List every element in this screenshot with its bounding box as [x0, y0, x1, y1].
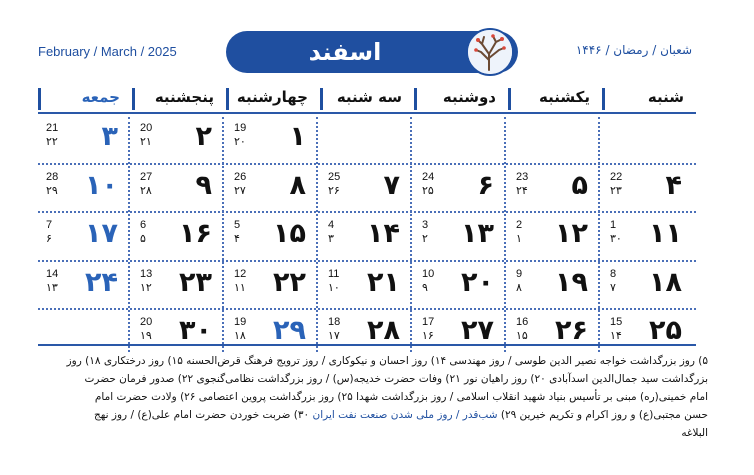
gregorian-day-number: 3: [422, 219, 429, 231]
hijri-day-number: ۱۴: [610, 329, 622, 342]
gregorian-day-number: 8: [610, 267, 617, 280]
gregorian-day-number: 6: [140, 219, 147, 231]
persian-day-number: ۷: [383, 169, 400, 201]
day-cell[interactable]: [132, 117, 226, 165]
persian-day-number: ۲: [195, 121, 212, 152]
column-divider: [598, 117, 600, 352]
gregorian-day-number: 21: [46, 122, 59, 134]
hijri-day-number: ۱۳: [46, 280, 58, 294]
column-divider: [128, 117, 130, 352]
month-title: اسفند: [308, 38, 382, 66]
gregorian-day-number: 18: [328, 316, 341, 328]
header-rule: [38, 112, 696, 114]
gregorian-day-number: 14: [46, 267, 59, 280]
persian-day-number: ۱۹: [555, 266, 588, 298]
hijri-day-number: ۲: [422, 232, 428, 245]
day-cell[interactable]: [508, 166, 602, 214]
gregorian-day-number: 22: [610, 170, 623, 183]
gregorian-day-number: 19: [234, 316, 247, 328]
gregorian-day-number: 23: [516, 170, 529, 183]
gregorian-day-number: 28: [46, 170, 59, 183]
gregorian-day-number: 12: [234, 267, 247, 280]
hijri-months: شعبان / رمضان / ۱۴۴۶: [575, 43, 692, 57]
day-cell[interactable]: [38, 117, 132, 165]
hijri-day-number: ۱۸: [234, 329, 246, 342]
hijri-day-number: ۲۵: [422, 183, 434, 197]
note-line: [36, 406, 708, 424]
hijri-day-number: ۲۱: [140, 135, 152, 148]
gregorian-day-number: 27: [140, 170, 153, 183]
hijri-day-number: ۱: [516, 232, 522, 245]
day-cell[interactable]: [38, 214, 132, 262]
persian-day-number: ۱: [289, 121, 306, 152]
hijri-day-number: ۱۵: [516, 329, 528, 342]
day-cell[interactable]: [414, 214, 508, 262]
hijri-day-number: ۱۲: [140, 280, 152, 294]
day-cell[interactable]: [132, 263, 226, 311]
persian-day-number: ۱۰: [85, 169, 118, 201]
note-line: بزرگداشت سید جمال‌الدین اسدآبادی ۲۰) روز راهیان نور ۲۱) وفات حضرت خدیجه(س) / روز بزرگداشت نظامی‌گنجوی ۲۲) صدور فرمان حضرت: [84, 373, 708, 385]
gregorian-day-number: 16: [516, 316, 529, 328]
day-cell[interactable]: [414, 263, 508, 311]
column-divider: [504, 117, 506, 352]
gregorian-day-number: 1: [610, 219, 617, 231]
day-cell[interactable]: [508, 214, 602, 262]
note-line: البلاغه: [681, 427, 708, 439]
day-cell[interactable]: [602, 214, 696, 262]
persian-day-number: ۸: [289, 169, 306, 201]
hijri-day-number: ۱۹: [140, 329, 152, 342]
hijri-day-number: ۸: [516, 280, 522, 294]
gregorian-day-number: 4: [328, 219, 335, 231]
persian-day-number: ۱۱: [649, 218, 682, 249]
day-cell[interactable]: [226, 214, 320, 262]
hijri-day-number: ۲۳: [610, 183, 622, 197]
weekday-label: شنبه: [602, 88, 696, 110]
day-cell[interactable]: [132, 214, 226, 262]
persian-day-number: ۲۴: [85, 266, 118, 298]
persian-day-number: ۹: [195, 169, 212, 201]
gregorian-day-number: 13: [140, 267, 153, 280]
note-highlight: شب‌قدر / روز ملی شدن صنعت نفت ایران: [312, 409, 498, 421]
weekday-label: پنجشنبه: [132, 88, 226, 110]
day-cell[interactable]: [508, 263, 602, 311]
gregorian-day-number: 15: [610, 316, 623, 328]
weekday-label: یکشنبه: [508, 88, 602, 110]
weekday-label: دوشنبه: [414, 88, 508, 110]
occasions-notes: [36, 352, 708, 442]
weekday-label: سه شنبه: [320, 88, 414, 110]
hijri-day-number: ۵: [140, 232, 146, 245]
persian-day-number: ۱۵: [273, 218, 306, 249]
persian-day-number: ۲۶: [555, 315, 588, 346]
persian-day-number: ۳۰: [179, 315, 212, 346]
note-line: ۵) روز بزرگداشت خواجه نصیر الدین طوسی / روز مهندسی ۱۴) روز احسان و نیکوکاری / روز ترویج فرهنگ قرض‌الحسنه ۱۵) روز درختکاری ۱۸) روز: [66, 355, 708, 367]
day-cell[interactable]: [38, 263, 132, 311]
hijri-day-number: ۴: [234, 232, 240, 245]
persian-day-number: ۲۰: [461, 266, 494, 298]
gregorian-day-number: 11: [328, 267, 340, 280]
day-cell[interactable]: [38, 166, 132, 214]
gregorian-day-number: 9: [516, 267, 523, 280]
persian-day-number: ۱۴: [367, 218, 400, 249]
persian-day-number: ۴: [665, 169, 682, 201]
hijri-day-number: ۱۶: [422, 329, 434, 342]
persian-day-number: ۲۷: [461, 315, 494, 346]
gregorian-day-number: 20: [140, 122, 153, 134]
day-cell[interactable]: [132, 166, 226, 214]
gregorian-months: February / March / 2025: [38, 44, 177, 59]
persian-day-number: ۶: [477, 169, 494, 201]
weekday-label: چهارشنبه: [226, 88, 320, 110]
hijri-day-number: ۲۸: [140, 183, 152, 197]
note-text: حسن مجتبی(ع) و روز اکرام و تکریم خیرین ۲۹): [497, 409, 708, 421]
gregorian-day-number: 26: [234, 170, 247, 183]
persian-day-number: ۲۳: [179, 266, 212, 298]
persian-day-number: ۱۷: [85, 218, 118, 249]
persian-day-number: ۲۸: [367, 315, 400, 346]
weekday-label: جمعه: [38, 88, 132, 110]
hijri-day-number: ۶: [46, 232, 52, 245]
hijri-day-number: ۱۰: [328, 280, 340, 294]
persian-day-number: ۲۹: [273, 315, 306, 346]
hijri-day-number: ۲۲: [46, 135, 58, 148]
day-cell[interactable]: [602, 166, 696, 214]
day-cell[interactable]: [320, 166, 414, 214]
hijri-day-number: ۹: [422, 280, 428, 294]
day-cell[interactable]: [226, 117, 320, 165]
day-cell[interactable]: [320, 214, 414, 262]
column-divider: [222, 117, 224, 352]
persian-day-number: ۱۶: [179, 218, 212, 249]
hijri-day-number: ۳۰: [610, 232, 622, 245]
gregorian-day-number: 2: [516, 219, 523, 231]
column-divider: [316, 117, 318, 352]
day-cell[interactable]: [226, 166, 320, 214]
persian-day-number: ۲۱: [367, 266, 400, 298]
persian-day-number: ۲۲: [273, 266, 306, 298]
persian-day-number: ۵: [571, 169, 588, 201]
month-title-pill: [226, 31, 518, 73]
hijri-day-number: ۲۶: [328, 183, 340, 197]
hijri-day-number: ۲۴: [516, 183, 528, 197]
gregorian-day-number: 24: [422, 170, 435, 183]
persian-day-number: ۳: [101, 121, 118, 152]
persian-day-number: ۲۵: [649, 315, 682, 346]
day-cell[interactable]: [226, 263, 320, 311]
gregorian-day-number: 5: [234, 219, 241, 231]
hijri-day-number: ۱۱: [234, 280, 246, 294]
hijri-day-number: ۳: [328, 232, 334, 245]
hijri-day-number: ۷: [610, 280, 616, 294]
gregorian-day-number: 10: [422, 267, 435, 280]
note-line: امام خمینی(ره) مبنی بر تأسیس بنیاد شهید انقلاب اسلامی / روز بزرگداشت شهدا ۲۵) روز بزرگداشت پروین اعتصامی ۲۶) ولادت حضرت امام: [94, 391, 708, 403]
persian-day-number: ۱۲: [555, 218, 588, 249]
day-cell[interactable]: [602, 263, 696, 311]
hijri-day-number: ۲۰: [234, 135, 246, 148]
column-divider: [410, 117, 412, 352]
day-cell[interactable]: [414, 166, 508, 214]
day-cell[interactable]: [320, 263, 414, 311]
gregorian-day-number: 17: [422, 316, 435, 328]
gregorian-day-number: 20: [140, 316, 153, 328]
gregorian-day-number: 25: [328, 170, 341, 183]
gregorian-day-number: 7: [46, 219, 53, 231]
tree-icon: [466, 28, 514, 76]
gregorian-day-number: 19: [234, 122, 247, 134]
note-text: ۳۰) ضربت خوردن حضرت امام علی(ع) / روز نهج: [94, 409, 313, 421]
hijri-day-number: ۱۷: [328, 329, 340, 342]
hijri-day-number: ۲۹: [46, 183, 58, 197]
persian-day-number: ۱۸: [649, 266, 682, 298]
persian-day-number: ۱۳: [461, 218, 494, 249]
hijri-day-number: ۲۷: [234, 183, 246, 197]
